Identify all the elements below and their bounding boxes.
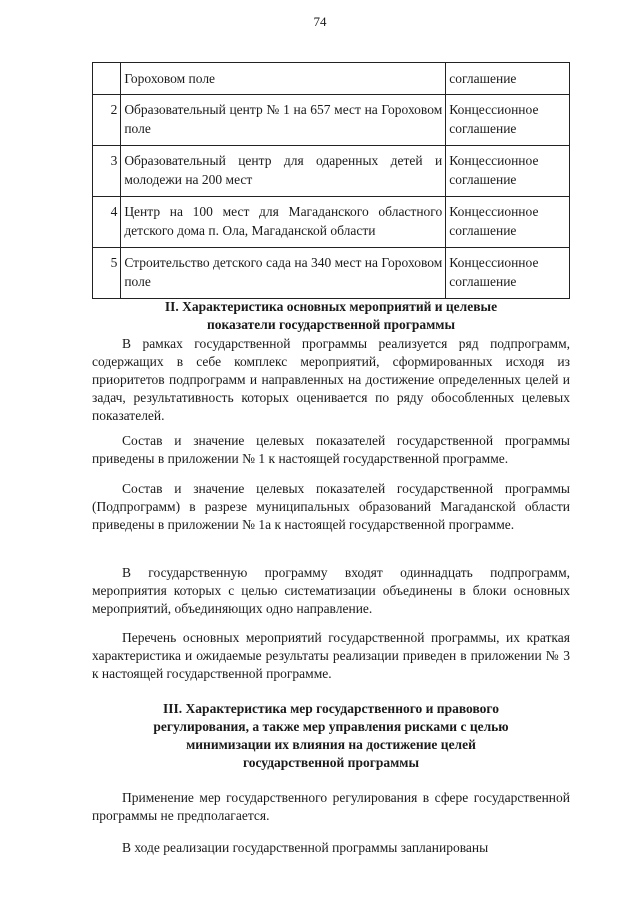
table-row [93, 63, 570, 95]
table-row [93, 248, 570, 299]
table-row [93, 197, 570, 248]
section-2-paragraph-2: Состав и значение целевых показателей государственной программы приведены в приложении № 1 к настоящей государственной программе. [92, 433, 570, 466]
section-2-heading-line: II. Характеристика основных мероприятий и целевые [164, 299, 498, 314]
section-3-paragraph-1: Применение мер государственного регулирования в сфере государственной программы не предполагается. [92, 790, 570, 823]
row-number: 5 [93, 248, 121, 299]
program-objects-table [92, 62, 570, 299]
object-name: Образовательный центр для одаренных детей и молодежи на 200 мест [121, 146, 446, 197]
row-number: 2 [93, 95, 121, 146]
object-name: Центр на 100 мест для Магаданского областного детского дома п. Ола, Магаданской области [121, 197, 446, 248]
row-number [93, 63, 121, 95]
object-name: Строительство детского сада на 340 мест на Гороховом поле [121, 248, 446, 299]
agreement-type: Концессионное соглашение [446, 146, 570, 197]
row-number: 3 [93, 146, 121, 197]
agreement-type: Концессионное соглашение [446, 197, 570, 248]
section-3-heading-line: государственной программы [242, 755, 420, 770]
section-3-heading-line: минимизации их влияния на достижение целей [186, 737, 476, 752]
section-3-heading-line: регулирования, а также мер управления рисками с целью [153, 719, 509, 734]
section-3-heading [92, 700, 570, 772]
section-3-paragraph-2: В ходе реализации государственной программы запланированы [122, 840, 489, 855]
object-name: Гороховом поле [121, 63, 446, 95]
agreement-type: соглашение [446, 63, 570, 95]
table-row [93, 146, 570, 197]
section-2-paragraph-5: Перечень основных мероприятий государственной программы, их краткая характеристика и ожидаемые результаты реализации приведен в приложении № 3 к настоящей государственной программе. [92, 630, 570, 681]
page-number: 74 [313, 14, 327, 29]
section-2-paragraph-1: В рамках государственной программы реализуется ряд подпрограмм, содержащих в себе комплекс мероприятий, сформированных исходя из приоритетов подпрограмм и направленных на достижение определенных целей и задач, результативность которых оценивается по ряду обособленных целевых показателей. [92, 336, 570, 423]
section-2-heading [92, 298, 570, 334]
section-2-paragraph-3: Состав и значение целевых показателей государственной программы (Подпрограмм) в разрезе муниципальных образований Магаданской области приведены в приложении № 1а к настоящей государственной программе. [92, 481, 570, 532]
section-2-heading-line: показатели государственной программы [206, 317, 456, 332]
row-number: 4 [93, 197, 121, 248]
section-2-paragraph-4: В государственную программу входят одиннадцать подпрограмм, мероприятия которых с целью систематизации объединены в блоки основных мероприятий, объединяющих одно направление. [92, 565, 570, 616]
section-3-heading-line: III. Характеристика мер государственного и правового [163, 701, 499, 716]
agreement-type: Концессионное соглашение [446, 248, 570, 299]
table-row [93, 95, 570, 146]
object-name: Образовательный центр № 1 на 657 мест на Гороховом поле [121, 95, 446, 146]
agreement-type: Концессионное соглашение [446, 95, 570, 146]
